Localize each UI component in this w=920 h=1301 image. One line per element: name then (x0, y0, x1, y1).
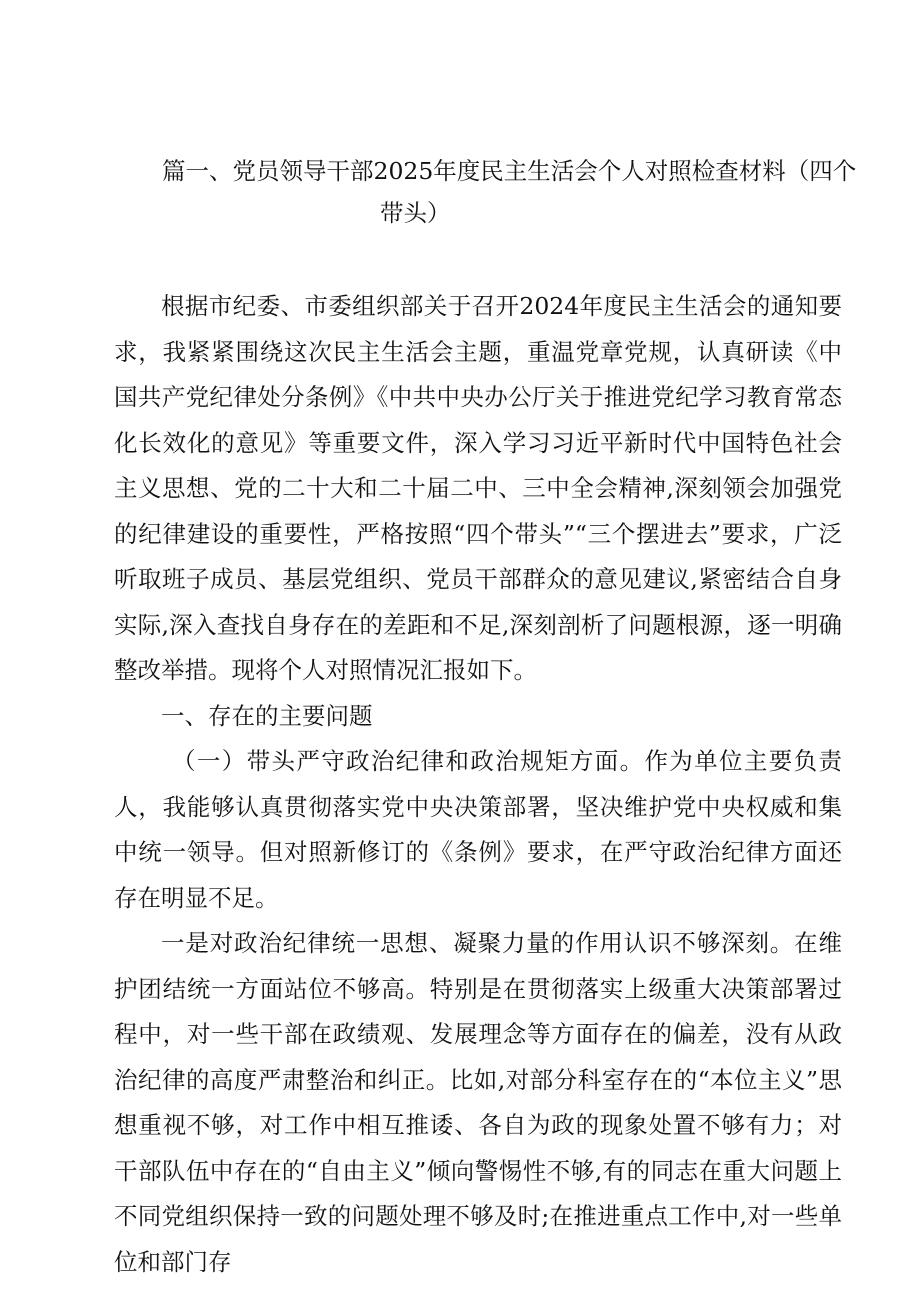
subsection-paragraph: （一）带头严守政治纪律和政治规矩方面。作为单位主要负责人，我能够认真贯彻落实党中央决策部署，坚决维护党中央权威和集中统一领导。但对照新修订的《条例》要求，在严守政治纪律方面还存在明显不足。 (114, 747, 842, 912)
body-paragraph: 一是对政治纪律统一思想、凝聚力量的作用认识不够深刻。在维护团结统一方面站位不够高。特别是在贯彻落实上级重大决策部署过程中，对一些干部在政绩观、发展理念等方面存在的偏差，没有从政治纪律的高度严肃整治和纠正。比如,对部分科室存在的“本位主义”思想重视不够，对工作中相互推诿、各自为政的现象处置不够有力；对干部队伍中存在的“自由主义”倾向警惕性不够,有的同志在重大问题上不同党组织保持一致的问题处理不够及时;在推进重点工作中,对一些单位和部门存 (114, 929, 842, 1276)
document-body (114, 284, 842, 1285)
title-line-1: 篇一、党员领导干部2025年度民主生活会个人对照检查材料（四个 (162, 157, 857, 185)
title-line-2: 带头） (380, 199, 451, 227)
intro-paragraph: 根据市纪委、市委组织部关于召开2024年度民主生活会的通知要求，我紧紧围绕这次民主生活会主题，重温党章党规，认真研读《中国共产党纪律处分条例》《中共中央办公厅关于推进党纪学习教育常态化长效化的意见》等重要文件，深入学习习近平新时代中国特色社会主义思想、党的二十大和二十届二中、三中全会精神,深刻领会加强党的纪律建设的重要性，严格按照“四个带头”“三个摆进去”要求，广泛听取班子成员、基层党组织、党员干部群众的意见建议,紧密结合自身实际,深入查找自身存在的差距和不足,深刻剖析了问题根源，逐一明确整改举措。现将个人对照情况汇报如下。 (114, 292, 842, 684)
document-title (120, 150, 857, 234)
section-heading: 一、存在的主要问题 (161, 701, 373, 730)
